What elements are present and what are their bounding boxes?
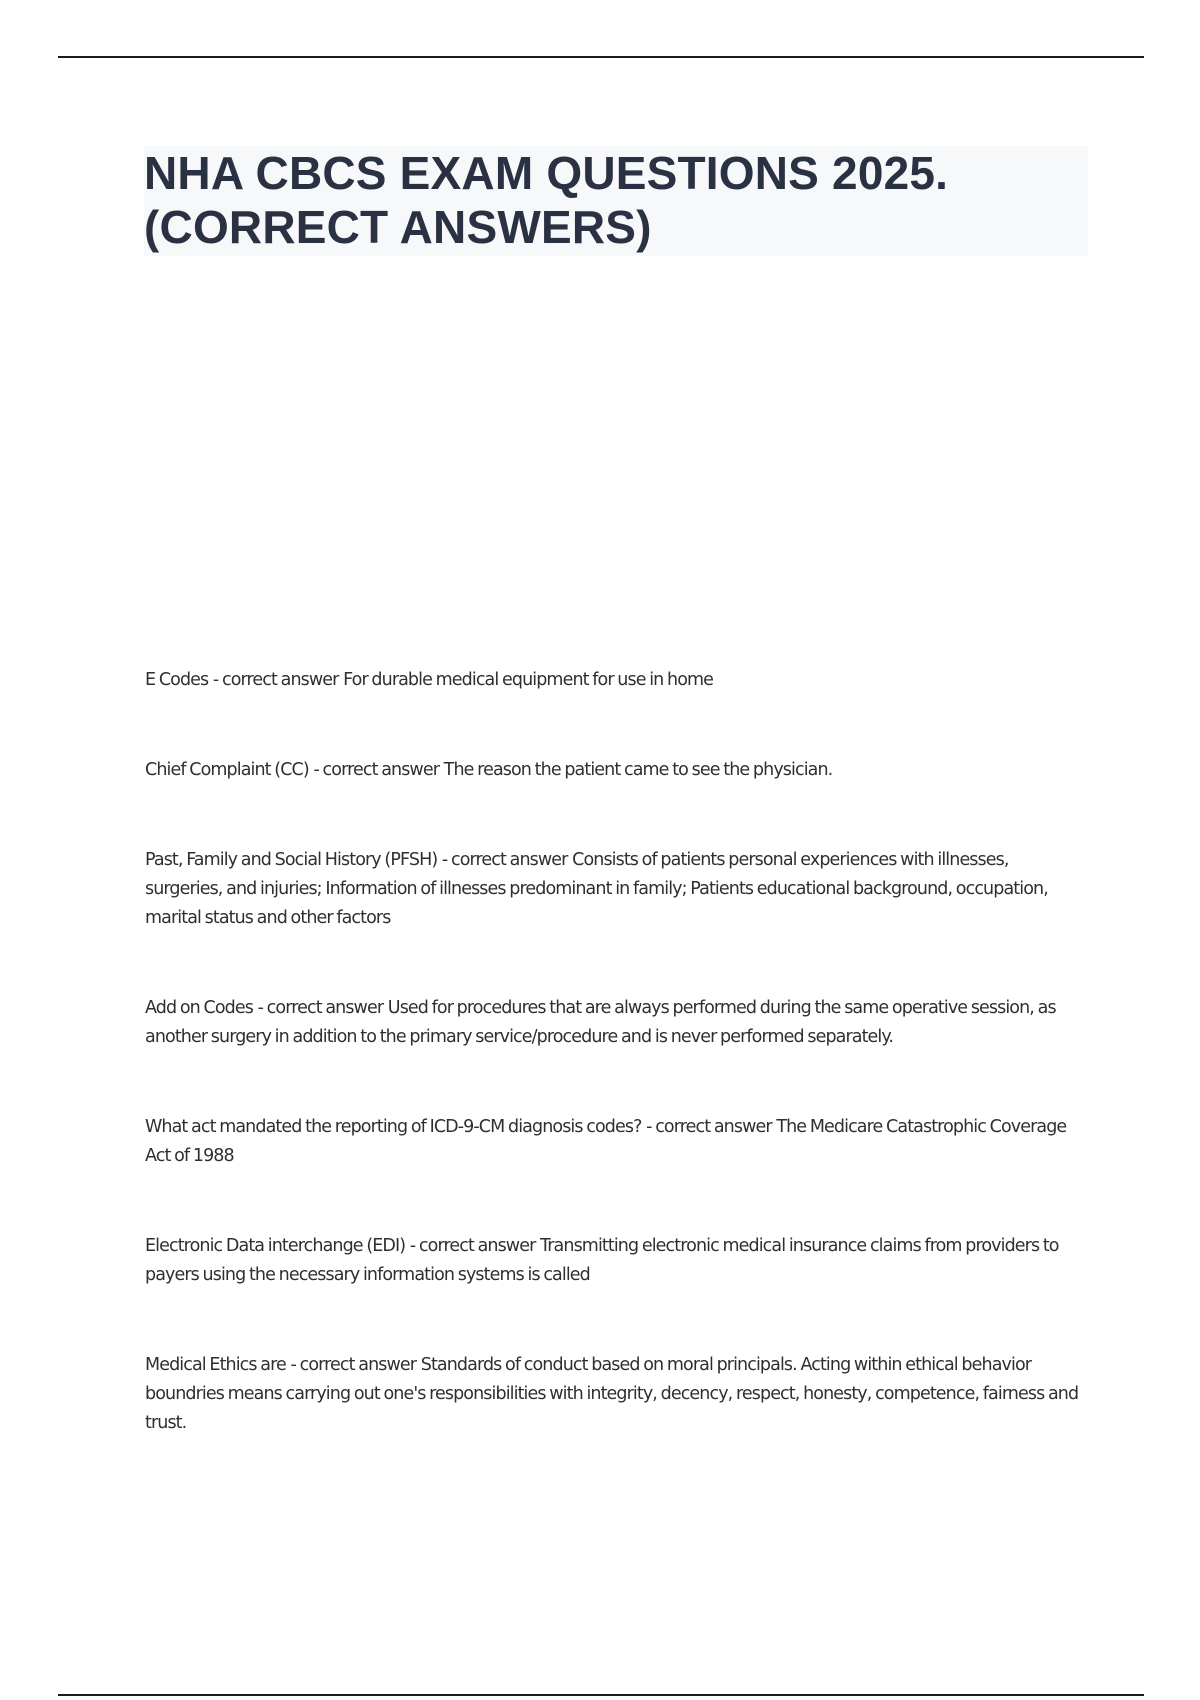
qa-separator: - correct answer <box>209 670 343 690</box>
bottom-rule <box>58 1694 1144 1696</box>
qa-term: Add on Codes <box>145 998 253 1018</box>
title-line-1: NHA CBCS EXAM QUESTIONS 2025. <box>144 147 949 199</box>
qa-answer: Used for procedures that are always performed during the same operative session, as another surgery in addition to the primary service/procedure and is never performed separately. <box>145 998 1056 1047</box>
qa-term: E Codes <box>145 670 209 690</box>
qa-separator: - correct answer <box>286 1355 420 1375</box>
title-line-2: (CORRECT ANSWERS) <box>144 201 652 253</box>
qa-answer: Standards of conduct based on moral principals. Acting within ethical behavior boundries means carrying out one's responsibilities with integrity, decency, respect, honesty, competence, fairness and trust. <box>145 1355 1079 1433</box>
qa-answer: The Medicare Catastrophic Coverage Act of 1988 <box>145 1117 1067 1166</box>
qa-term: What act mandated the reporting of ICD-9-CM diagnosis codes? <box>145 1117 642 1137</box>
qa-answer: For durable medical equipment for use in home <box>343 670 714 690</box>
qa-term: Electronic Data interchange (EDI) <box>145 1236 406 1256</box>
qa-item <box>145 1232 1085 1290</box>
qa-separator: - correct answer <box>438 850 572 870</box>
qa-item <box>145 666 1085 695</box>
qa-answer: Transmitting electronic medical insurance claims from providers to payers using the necessary information systems is called <box>145 1236 1059 1285</box>
top-rule <box>58 56 1144 58</box>
qa-answer: Consists of patients personal experiences with illnesses, surgeries, and injuries; Information of illnesses predominant in family; Patients educational background, occupation, marital status and other factors <box>145 850 1048 928</box>
qa-separator: - correct answer <box>309 760 443 780</box>
qa-item <box>145 1113 1085 1171</box>
qa-term: Past, Family and Social History (PFSH) <box>145 850 438 870</box>
qa-item <box>145 846 1085 933</box>
qa-separator: - correct answer <box>642 1117 776 1137</box>
qa-item <box>145 1351 1085 1438</box>
qa-separator: - correct answer <box>253 998 387 1018</box>
qa-term: Chief Complaint (CC) <box>145 760 309 780</box>
qa-list <box>145 666 1085 1438</box>
qa-item <box>145 994 1085 1052</box>
title-block <box>144 146 1088 256</box>
qa-item <box>145 756 1085 785</box>
qa-answer: The reason the patient came to see the physician. <box>443 760 833 780</box>
page-title <box>144 146 1088 254</box>
qa-separator: - correct answer <box>406 1236 540 1256</box>
qa-term: Medical Ethics are <box>145 1355 286 1375</box>
